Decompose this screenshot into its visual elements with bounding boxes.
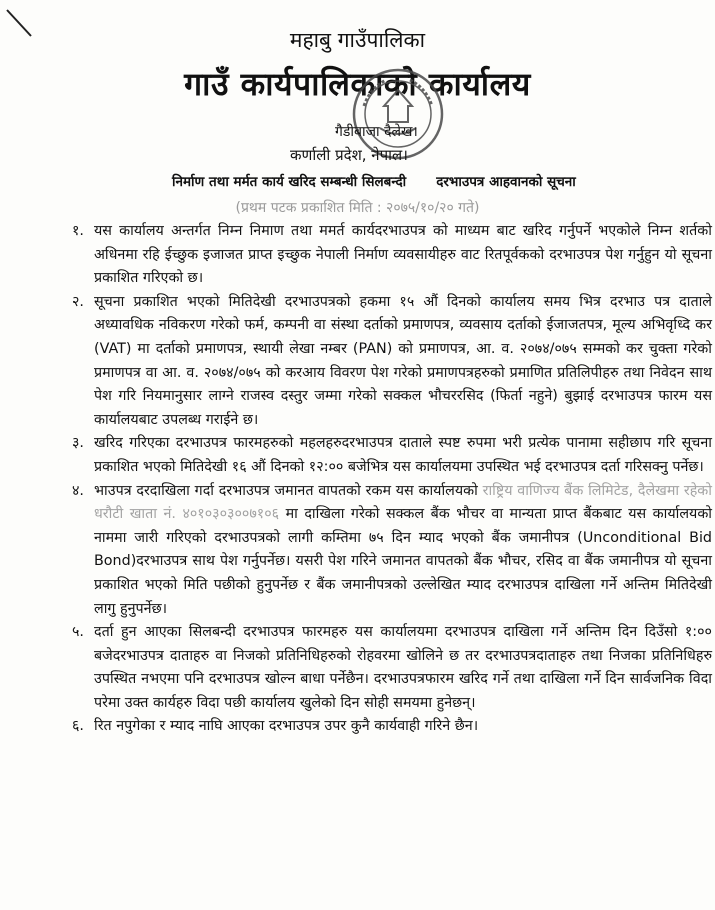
- item-text: रित नपुगेका र म्याद नाघि आएका दरभाउपत्र उपर कुनै कार्यवाही गरिने छैन।: [94, 718, 479, 735]
- list-item: [72, 480, 712, 622]
- list-item: [72, 220, 712, 291]
- address-line-1: गैडीबाजा दैलेख।: [335, 124, 418, 140]
- item-text: यस कार्यालय अन्तर्गत निम्न निमाण तथा ममर्त कार्यदरभाउपत्र को माध्यम बाट खरिद गर्नुपर्ने भएकोले निम्न शर्तको अधिनमा रहि ईच्छुक इजाजत प्राप्त इच्छुक नेपाली निर्माण व्यवसायीहरु वाट रितपूर्वकको दरभाउपत्र पेश गर्नुहुन यो सूचना प्रकाशित गरिएको छ।: [94, 223, 712, 287]
- list-item: [72, 621, 712, 715]
- item-number: ५.: [72, 624, 84, 641]
- subject-part-1: निर्माण तथा मर्मत कार्य खरिद सम्बन्धी सिलबन्दी: [172, 174, 407, 190]
- list-item: [72, 715, 712, 739]
- bank-account-text: राष्ट्रिय वाणिज्य बैंक लिमिटेड, दैलेखमा रहेको धरौटी खाता नं. ४०१०३०३००७१०६: [94, 482, 712, 523]
- list-item: [72, 432, 712, 479]
- item-text: [94, 480, 712, 622]
- item-number: ६.: [72, 718, 84, 735]
- publication-date: (प्रथम पटक प्रकाशित मिति : २०७५/१०/२० गते): [235, 200, 480, 216]
- notice-subject: [172, 172, 576, 190]
- item-text: खरिद गरिएका दरभाउपत्र फारमहरुको महलहरुदरभाउपत्र दाताले स्पष्ट रुपमा भरी प्रत्येक पानामा सहीछाप गरि सूचना प्रकाशित भएको मितिदेखी १६ औं दिनको १२:०० बजेभित्र यस कार्यालयमा उपस्थित भई दरभाउपत्र दर्ता गरिसक्नु पर्नेछ।: [94, 435, 712, 475]
- item-text-part-b: मा दाखिला गरेको सक्कल बैंक भौचर वा मान्यता प्राप्त बैंकबाट यस कार्यालयको नाममा जारी गरिएको दरभाउपत्रको लागी कम्तिमा ७५ दिन म्याद भएको बैंक जमानीपत्र (Unconditional Bid Bond)दरभाउपत्र साथ पेश गर्नुपर्नेछ। यसरी पेश गरिने जमानत वापतको बैंक भौचर, रसिद वा बैंक जमानीपत्र यो सूचना प्रकाशित भएको मिति पछीको हुनुपर्नेछ र बैंक जमानीपत्रको उल्लेखित म्याद दरभाउपत्र दाखिला गर्ने अन्तिम मितिदेखी लागु हुनुपर्नेछ।: [94, 506, 712, 617]
- item-number: ३.: [72, 435, 84, 452]
- subject-part-2: दरभाउपत्र आहवानको सूचना: [436, 174, 576, 190]
- item-text: दर्ता हुन आएका सिलबन्दी दरभाउपत्र फारमहरु यस कार्यालयमा दरभाउपत्र दाखिला गर्ने अन्तिम दिन दिउँसो १:०० बजेदरभाउपत्र दाताहरु वा निजको प्रतिनिधिहरुको रोहवरमा खोलिने छ तर दरभाउपत्रदाताहरु तथा निजका प्रतिनिधिहरु उपस्थित नभएमा पनि दरभाउपत्र खोल्न बाधा पर्नेछैन। दरभाउपत्रफारम खरिद गर्ने तथा दाखिला गर्ने दिन सार्वजनिक विदा परेमा उक्त कार्यहरु विदा पछी कार्यालय खुलेको दिन सोही समयमा हुनेछन्।: [94, 624, 712, 711]
- notice-body: [72, 220, 712, 739]
- item-number: २.: [72, 293, 84, 310]
- municipality-name: महाबु गाउँपालिका: [289, 28, 426, 52]
- office-title: गाउँ कार्यपालिकाको कार्यालय: [184, 65, 531, 103]
- address-line-2: कर्णाली प्रदेश, नेपाल।: [290, 146, 408, 164]
- item-text: सूचना प्रकाशित भएको मितिदेखी दरभाउपत्रको हकमा १५ औं दिनको कार्यालय समय भित्र दरभाउ पत्र दाताले अध्यावधिक नविकरण गरेको फर्म, कम्पनी वा संस्था दर्ताको प्रमाणपत्र, व्यवसाय दर्ताको ईजाजतपत्र, मूल्य अभिवृध्दि कर (VAT) मा दर्ताको प्रमाणपत्र, स्थायी लेखा नम्बर (PAN) को प्रमाणपत्र, आ. व. २०७४/०७५ सम्मको कर चुक्ता गरेको प्रमाणपत्र वा आ. व. २०७४/०७५ को करआय विवरण पेश गरेको प्रमाणपत्रहरुको प्रमाणित प्रतिलिपीहरु तथा निवेदन साथ पेश गरि नियमानुसार लाग्ने राजस्व दस्तुर जम्मा गरेको सक्कल भौचररसिद (फिर्ता नहुने) बुझाई दरभाउपत्र फारम यस कार्यालयबाट उपलब्ध गराईने छ।: [94, 293, 712, 428]
- list-item: [72, 291, 712, 433]
- item-number: ४.: [72, 482, 84, 499]
- item-number: १.: [72, 223, 84, 239]
- item-text-part-a: भाउपत्र दरदाखिला गर्दा दरभाउपत्र जमानत वापतको रकम यस कार्यालयको: [94, 482, 478, 499]
